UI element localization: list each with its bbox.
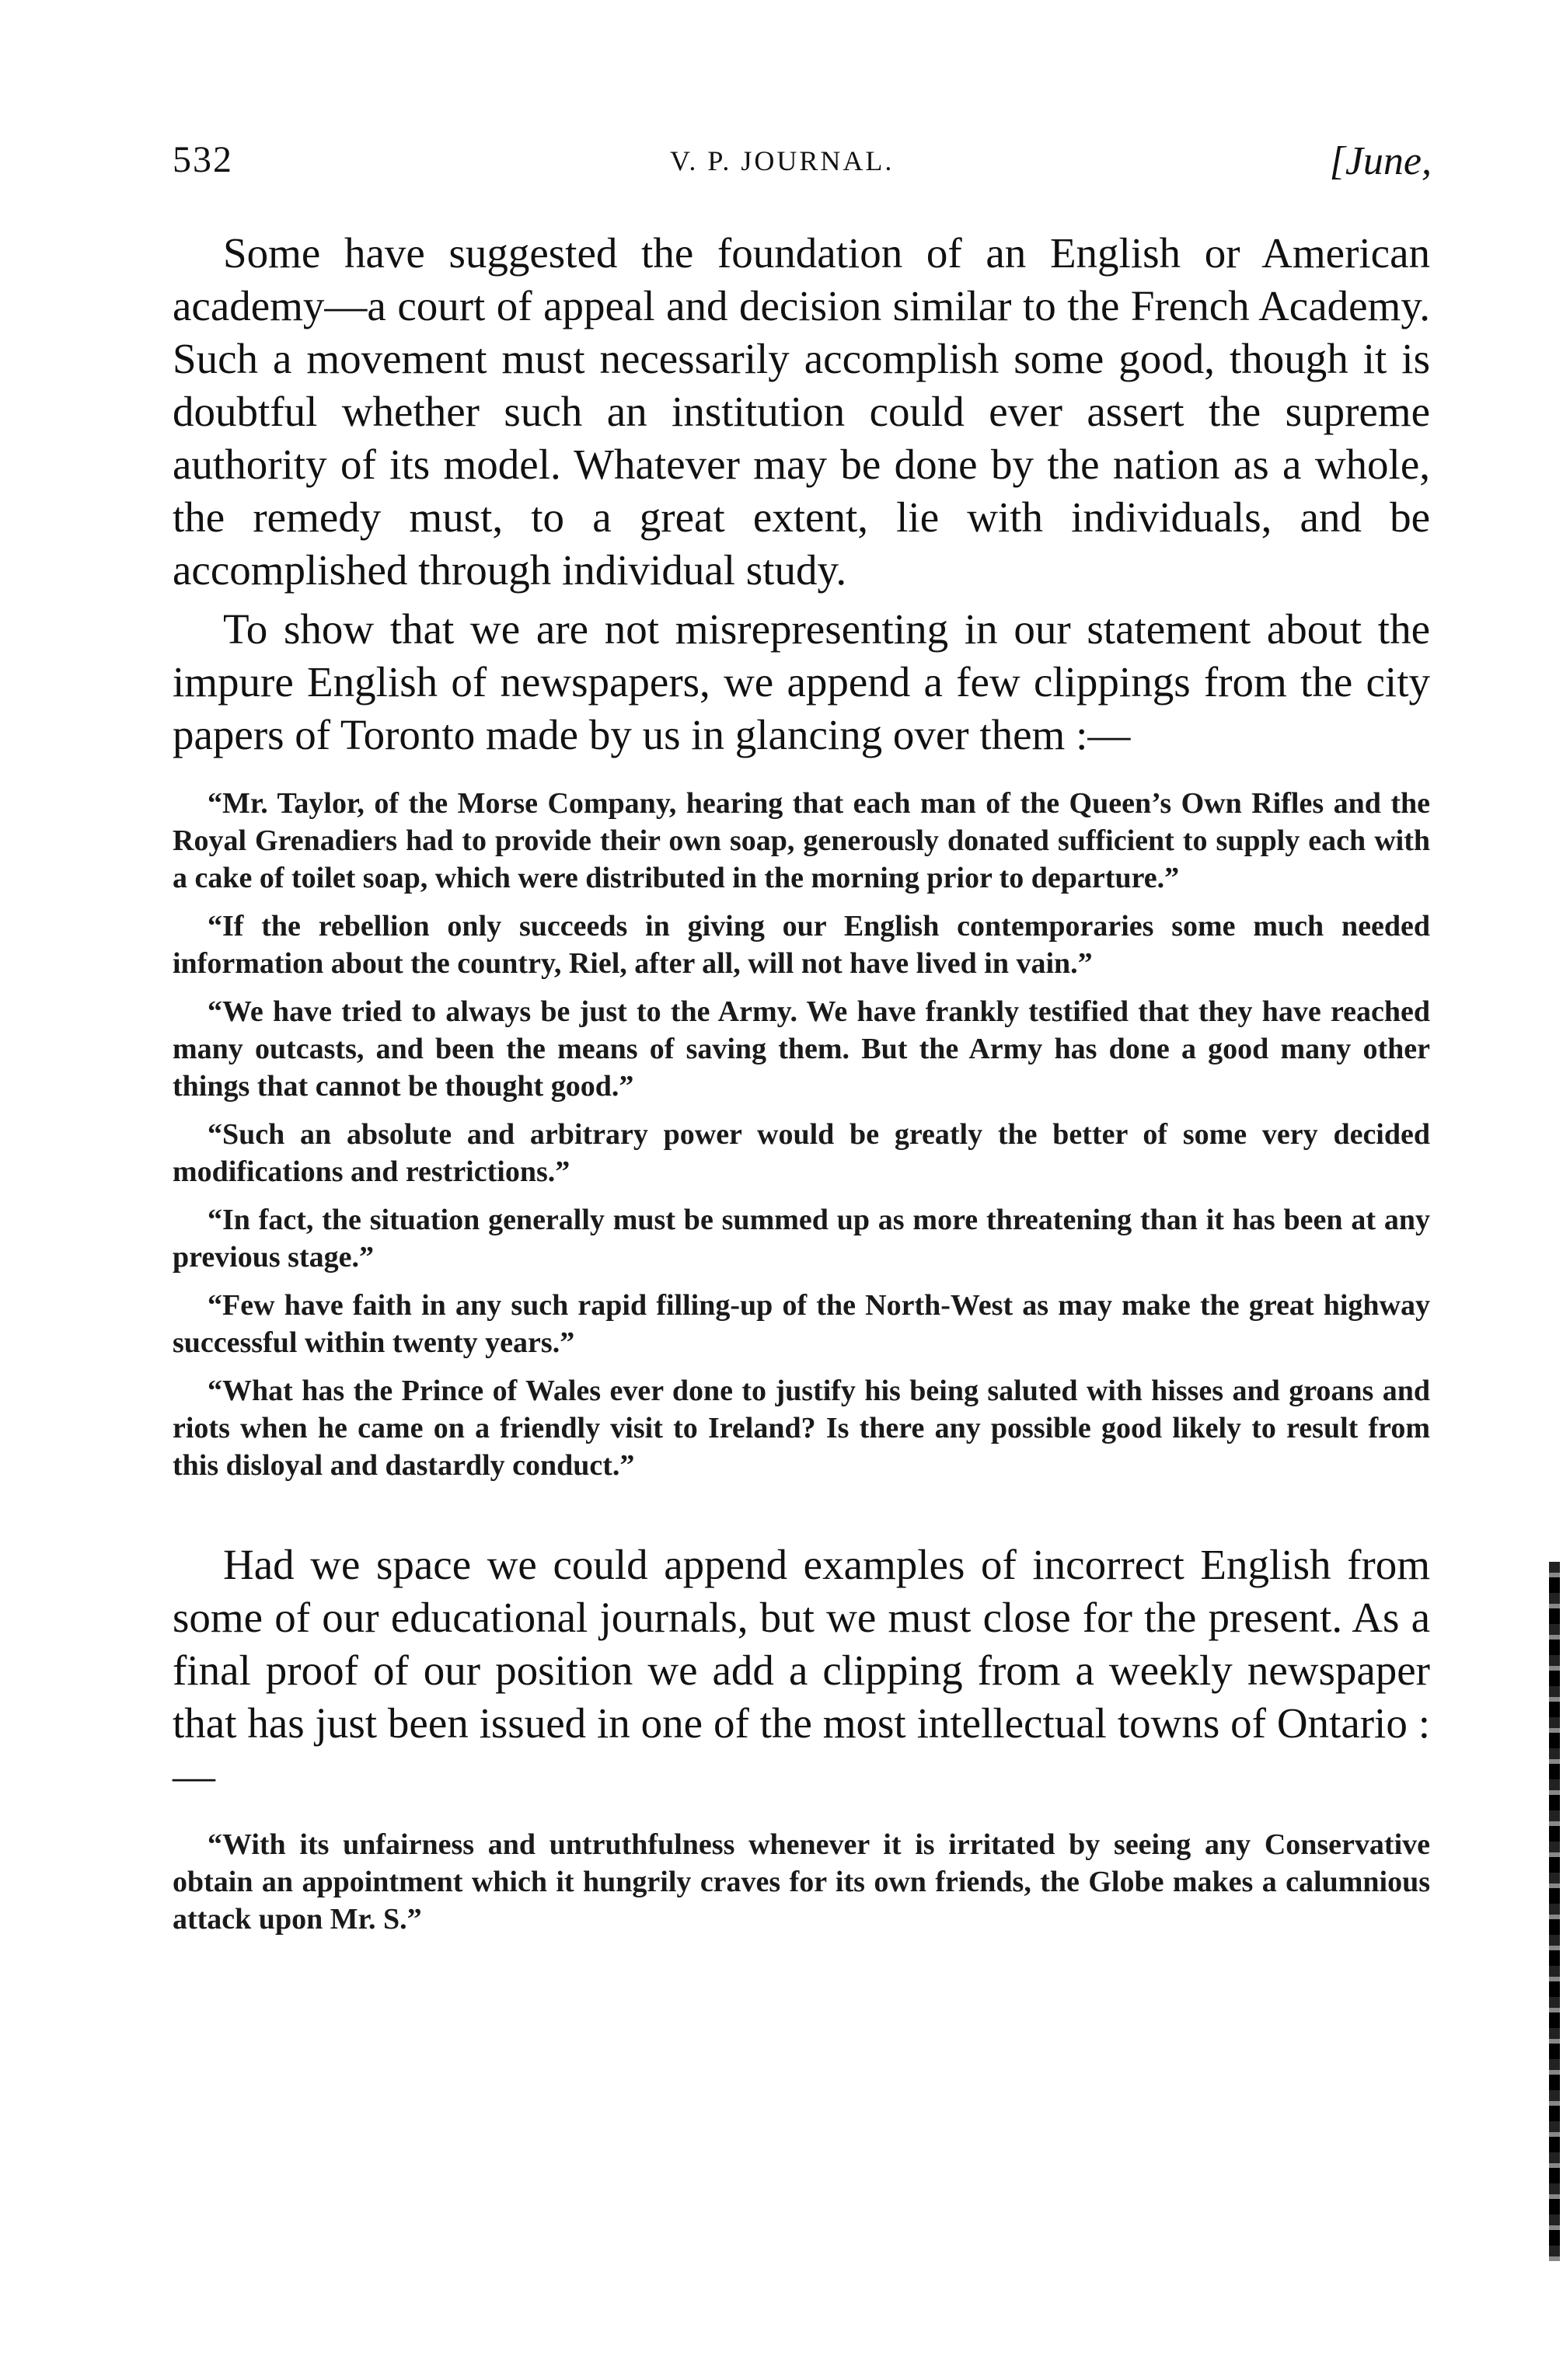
quote-taylor-soap: “Mr. Taylor, of the Morse Company, hearing that each man of the Queen’s Own Rifles and the Royal Grenadiers had to provide their own soap, generously donated sufficient to supply each with a cake of toilet soap, which were distributed in the morning prior to departure.” [173,787,1430,894]
page-number: 532 [173,139,233,180]
quote-arbitrary-power: “Such an absolute and arbitrary power would be greatly the better of some very decided modifications and restrictions.” [173,1118,1430,1188]
article-body [173,227,1430,1949]
quote-north-west: “Few have faith in any such rapid filling-up of the North-West as may make the great highway successful within twenty years.” [173,1289,1430,1359]
quote-prince-of-wales: “What has the Prince of Wales ever done to justify his being saluted with hisses and groans and riots when he came on a friendly visit to Ireland? Is there any possible good likely to result from this disloyal and dastardly conduct.” [173,1375,1430,1482]
month-mark: [June, [1329,139,1432,183]
quote-army: “We have tried to always be just to the Army. We have frankly testified that they have reached many outcasts, and been the means of saving them. But the Army has done a good many other things that cannot be thought good.” [173,995,1430,1103]
scan-edge-mark [1549,1562,1560,2261]
paragraph-academy: Some have suggested the foundation of an English or American academy—a court of appeal and decision similar to the French Academy. Such a movement must necessarily accomplish some good, though it is doubtful whether such an institution could ever assert the supreme authority of its model. Whatever may be done by the nation as a whole, the remedy must, to a great extent, lie with individuals, and be accomplished through individual study. [173,229,1430,594]
quote-rebellion: “If the rebellion only succeeds in giving our English contemporaries some much needed information about the country, Riel, after all, will not have lived in vain.” [173,910,1430,980]
paragraph-closing: Had we space we could append examples of incorrect English from some of our educational journals, but we must close for the present. As a final proof of our position we add a clipping from a weekly newspaper that has just been issued in one of the most intellectual towns of Ontario :— [173,1541,1430,1800]
page-header [173,138,1432,193]
quote-situation: “In fact, the situation generally must be summed up as more threatening than it has been at any previous stage.” [173,1204,1430,1274]
running-head: V. P. JOURNAL. [670,145,895,176]
paragraph-clippings-intro: To show that we are not misrepresenting in our statement about the impure English of newspapers, we append a few clippings from the city papers of Toronto made by us in glancing over them :— [173,605,1430,758]
quote-globe: “With its unfairness and untruthfulness whenever it is irritated by seeing any Conservative obtain an appointment which it hungrily craves for its own friends, the Globe makes a calumnious attack upon Mr. S.” [173,1828,1430,1936]
